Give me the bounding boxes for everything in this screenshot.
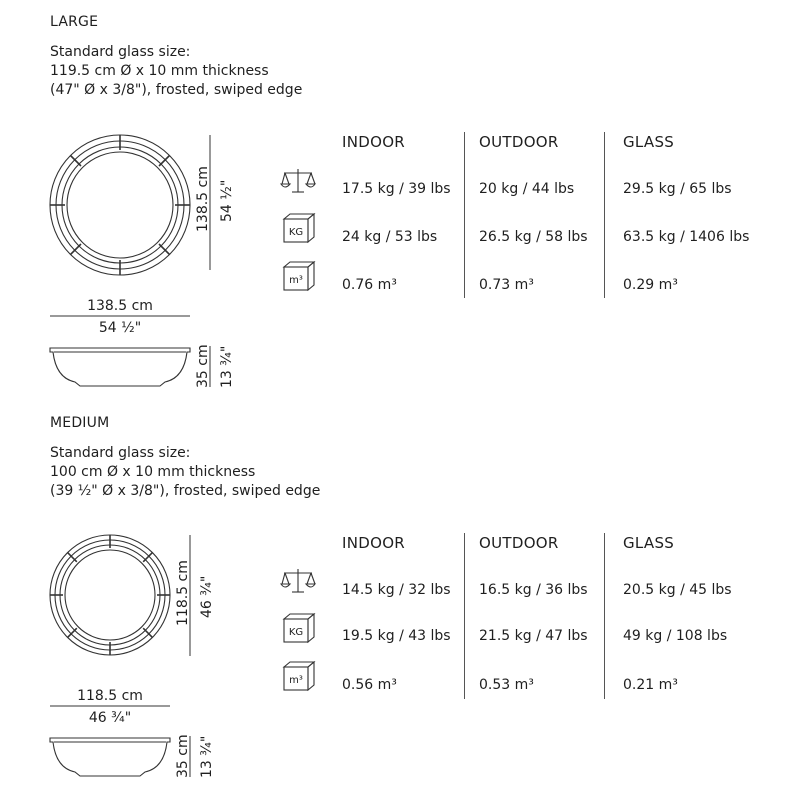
diameter-in-label: 46 ¾" <box>88 710 132 726</box>
product-drawing <box>0 400 800 800</box>
indoor-volume: 0.76 m³ <box>342 277 397 293</box>
glass-spec-line: (39 ½" Ø x 3/8"), frosted, swiped edge <box>50 483 321 499</box>
glass-weight: 29.5 kg / 65 lbs <box>623 181 732 197</box>
svg-text:KG: KG <box>288 627 304 638</box>
glass-packed-weight: 63.5 kg / 1406 lbs <box>623 229 750 245</box>
side-view-drawing <box>50 738 170 776</box>
svg-text:KG: KG <box>288 227 304 238</box>
outdoor-weight: 20 kg / 44 lbs <box>479 181 575 197</box>
column-header-glass: GLASS <box>623 133 675 151</box>
height-cm-label: 35 cm <box>195 344 211 388</box>
scale-icon <box>280 166 316 196</box>
height-in-label: 13 ¾" <box>199 735 215 778</box>
glass-spec-line: 100 cm Ø x 10 mm thickness <box>50 464 256 480</box>
side-view-drawing <box>50 348 190 386</box>
outdoor-packed-weight: 21.5 kg / 47 lbs <box>479 628 588 644</box>
indoor-packed-weight: 24 kg / 53 lbs <box>342 229 438 245</box>
diameter-cm-vertical: 138.5 cm <box>195 166 211 232</box>
glass-volume: 0.29 m³ <box>623 277 678 293</box>
diameter-in-vertical: 46 ¾" <box>199 575 215 618</box>
diameter-cm-label: 118.5 cm <box>77 688 143 704</box>
kg-box-icon <box>282 612 316 644</box>
top-view-drawing <box>50 135 190 275</box>
column-divider <box>604 533 605 699</box>
height-in-label: 13 ¾" <box>219 345 235 388</box>
column-header-indoor: INDOOR <box>342 534 406 552</box>
glass-spec-line: (47" Ø x 3/8"), frosted, swiped edge <box>50 82 303 98</box>
indoor-packed-weight: 19.5 kg / 43 lbs <box>342 628 451 644</box>
glass-spec-line: Standard glass size: <box>50 44 191 60</box>
svg-text:m³: m³ <box>289 275 303 286</box>
glass-spec-line: 119.5 cm Ø x 10 mm thickness <box>50 63 269 79</box>
outdoor-volume: 0.53 m³ <box>479 677 534 693</box>
diameter-in-vertical: 54 ½" <box>219 179 235 222</box>
glass-weight: 20.5 kg / 45 lbs <box>623 582 732 598</box>
glass-spec-line: Standard glass size: <box>50 445 191 461</box>
column-header-glass: GLASS <box>623 534 675 552</box>
kg-box-icon <box>282 212 316 244</box>
diameter-cm-vertical: 118.5 cm <box>175 560 191 626</box>
top-view-drawing <box>50 535 170 655</box>
svg-text:m³: m³ <box>289 675 303 686</box>
section-title: MEDIUM <box>50 415 110 431</box>
height-cm-label: 35 cm <box>175 734 191 778</box>
indoor-volume: 0.56 m³ <box>342 677 397 693</box>
section-title: LARGE <box>50 14 99 30</box>
diameter-cm-label: 138.5 cm <box>87 298 153 314</box>
diameter-in-label: 54 ½" <box>98 320 142 336</box>
volume-box-icon <box>282 260 316 292</box>
scale-icon <box>280 566 316 596</box>
glass-volume: 0.21 m³ <box>623 677 678 693</box>
column-header-outdoor: OUTDOOR <box>479 534 559 552</box>
outdoor-packed-weight: 26.5 kg / 58 lbs <box>479 229 588 245</box>
column-divider <box>464 533 465 699</box>
column-divider <box>464 132 465 298</box>
column-divider <box>604 132 605 298</box>
column-header-indoor: INDOOR <box>342 133 406 151</box>
outdoor-weight: 16.5 kg / 36 lbs <box>479 582 588 598</box>
column-header-outdoor: OUTDOOR <box>479 133 559 151</box>
indoor-weight: 14.5 kg / 32 lbs <box>342 582 451 598</box>
volume-box-icon <box>282 660 316 692</box>
indoor-weight: 17.5 kg / 39 lbs <box>342 181 451 197</box>
section-medium <box>0 400 800 800</box>
outdoor-volume: 0.73 m³ <box>479 277 534 293</box>
glass-packed-weight: 49 kg / 108 lbs <box>623 628 728 644</box>
